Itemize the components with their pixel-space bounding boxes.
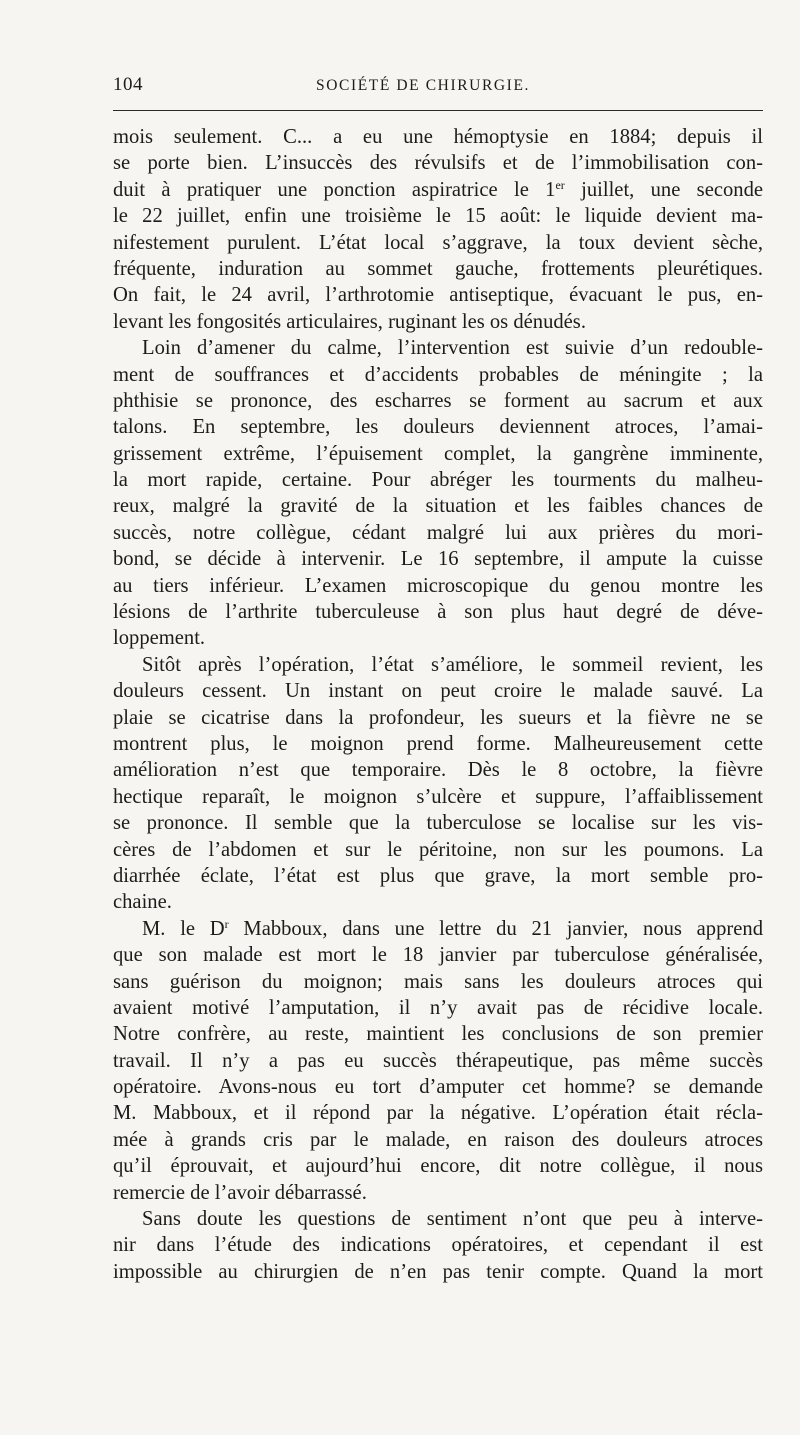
text-line: Loin d’amener du calme, l’intervention est suivie d’un redouble- [142,337,763,360]
text-line: sans guérison du moignon; mais sans les douleurs atroces qui [113,970,763,993]
text-line: M. Mabboux, et il répond par la négative. L’opération était récla- [113,1102,763,1125]
text-line: plaie se cicatrise dans la profondeur, les sueurs et la fièvre ne se [113,706,763,729]
text-line: au tiers inférieur. L’examen microscopique du genou montre les [113,574,763,597]
text-line: grissement extrême, l’épuisement complet, la gangrène imminente, [113,442,763,465]
text-line: avaient motivé l’amputation, il n’y avait pas de récidive locale. [113,996,763,1019]
text-line: impossible au chirurgien de n’en pas tenir compte. Quand la mort [113,1260,763,1283]
text-line: montrent plus, le moignon prend forme. Malheureusement cette [113,732,763,755]
text-line: lésions de l’arthrite tuberculeuse à son plus haut degré de déve- [113,601,763,624]
text-line: cères de l’abdomen et sur le péritoine, non sur les poumons. La [113,838,763,861]
text-line: se prononce. Il semble que la tuberculose se localise sur les vis- [113,812,763,835]
text-line: le 22 juillet, enfin une troisième le 15 août: le liquide devient ma- [113,205,763,228]
page-number: 104 [113,74,143,95]
text-line: Sitôt après l’opération, l’état s’améliore, le sommeil revient, les [142,653,763,676]
text-line: nir dans l’étude des indications opératoires, et cependant il est [113,1234,763,1257]
text-line: se porte bien. L’insuccès des révulsifs et de l’immobilisation con- [113,152,763,175]
text-line: que son malade est mort le 18 janvier par tuberculose généralisée, [113,944,763,967]
text-line: la mort rapide, certaine. Pour abréger les tourments du malheu- [113,469,763,492]
text-line: nifestement purulent. L’état local s’aggrave, la toux devient sèche, [113,231,763,254]
header-rule [113,110,763,111]
text-line: duit à pratiquer une ponction aspiratrice le 1er juillet, une seconde [113,177,764,201]
text-line: chaine. [113,891,172,914]
text-line: M. le $D^r$ Mabboux, dans une lettre du 21 janvier, nous apprend [142,916,763,940]
page-header [113,74,763,100]
text-line: talons. En septembre, les douleurs deviennent atroces, l’amai- [113,416,763,439]
body-text [113,124,763,1285]
text-line: Notre confrère, au reste, maintient les conclusions de son premier [113,1023,763,1046]
text-line: travail. Il n’y a pas eu succès thérapeutique, pas même succès [113,1049,763,1072]
text-line: levant les fongosités articulaires, ruginant les os dénudés. [113,310,586,333]
text-line: On fait, le 24 avril, l’arthrotomie antiseptique, évacuant le pus, en- [113,284,763,307]
text-line: qu’il éprouvait, et aujourd’hui encore, dit notre collègue, il nous [113,1155,763,1178]
text-line: remercie de l’avoir débarrassé. [113,1181,367,1204]
text-line: hectique reparaît, le moignon s’ulcère et suppure, l’affaiblissement [113,785,763,808]
text-line: amélioration n’est que temporaire. Dès le 8 octobre, la fièvre [113,759,763,782]
text-line: fréquente, induration au sommet gauche, frottements pleurétiques. [113,257,763,280]
text-line: loppement. [113,627,206,650]
text-line: mée à grands cris par le malade, en raison des douleurs atroces [113,1128,763,1151]
text-line: succès, notre collègue, cédant malgré lui aux prières du mori- [113,521,763,544]
text-line: Sans doute les questions de sentiment n’ont que peu à interve- [142,1208,763,1231]
text-line: ment de souffrances et d’accidents probables de méningite ; la [113,363,763,386]
running-head: SOCIÉTÉ DE CHIRURGIE. [316,77,530,94]
text-line: diarrhée éclate, l’état est plus que grave, la mort semble pro- [113,864,763,887]
text-line: opératoire. Avons-nous eu tort d’amputer cet homme? se demande [113,1076,763,1099]
text-line: bond, se décide à intervenir. Le 16 septembre, il ampute la cuisse [113,548,763,571]
text-line: reux, malgré la gravité de la situation et les faibles chances de [113,495,763,518]
text-line: douleurs cessent. Un instant on peut croire le malade sauvé. La [113,680,763,703]
text-line: mois seulement. C... a eu une hémoptysie en 1884; depuis il [113,126,763,148]
text-line: phthisie se prononce, des escharres se forment au sacrum et aux [113,389,763,412]
